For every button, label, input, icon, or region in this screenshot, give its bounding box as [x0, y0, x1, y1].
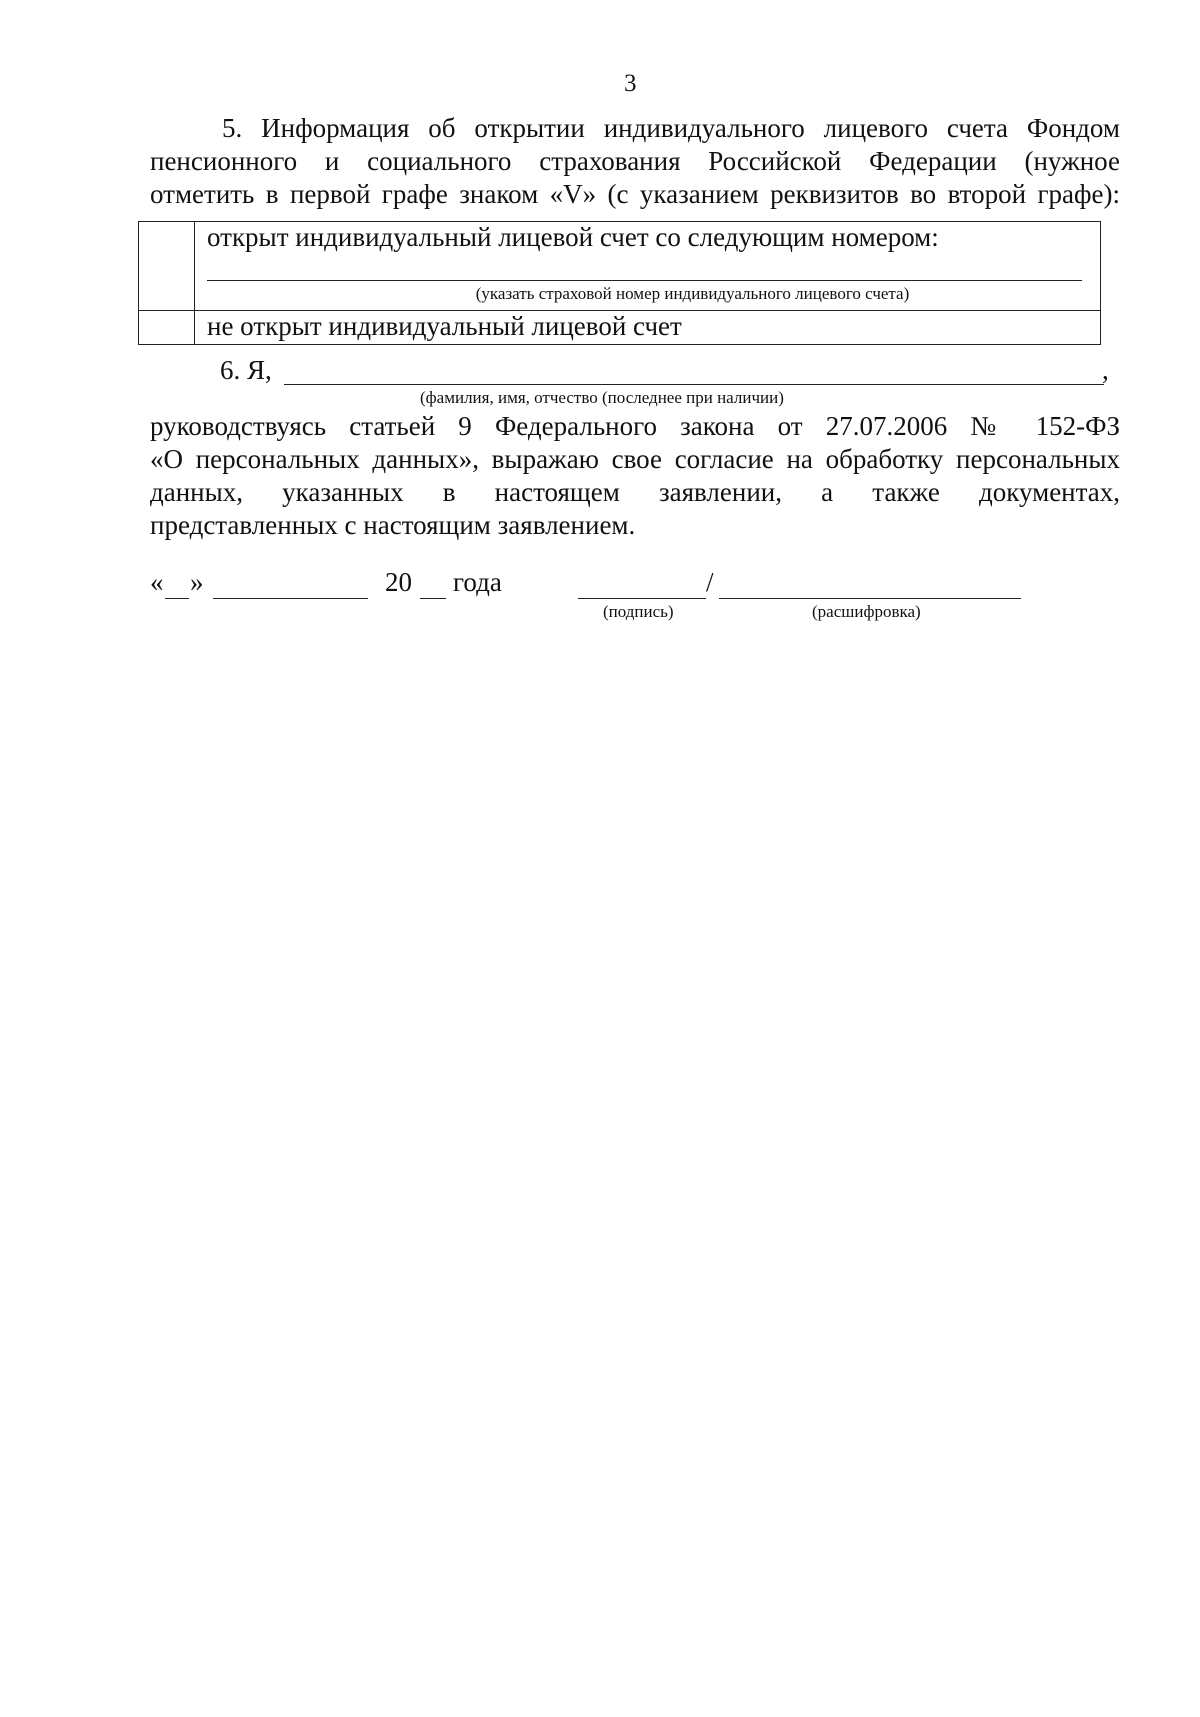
- option-not-opened-cell: [195, 311, 1101, 345]
- option-opened-cell: [195, 222, 1101, 311]
- section-6-consent-text: [150, 410, 1120, 542]
- option-opened-label: открыт индивидуальный лицевой счет со следующим номером:: [207, 222, 939, 252]
- full-name-hint: (фамилия, имя, отчество (последнее при наличии): [420, 388, 784, 407]
- table-row: [139, 311, 1101, 345]
- year-prefix: 20: [385, 567, 412, 597]
- page-number: 3: [624, 70, 637, 97]
- year-field[interactable]: [420, 598, 446, 599]
- section-5-intro: [150, 112, 1120, 211]
- section-5-line-2: пенсионного и социального страхования Российской Федерации (нужное: [150, 146, 1120, 176]
- account-choice-table: [138, 221, 1101, 345]
- full-name-comma: ,: [1102, 355, 1109, 385]
- signature-decode-field[interactable]: [719, 598, 1021, 599]
- section-5-line-3: отметить в первой графе знаком «V» (с указанием реквизитов во второй графе):: [150, 179, 1120, 209]
- section-6-line-1: руководствуясь статьей 9 Федерального закона от 27.07.2006 № 152-ФЗ: [150, 411, 1120, 441]
- table-row: [139, 222, 1101, 311]
- checkmark-cell-opened[interactable]: [139, 222, 195, 311]
- section-6-line-2: «О персональных данных», выражаю свое согласие на обработку персональных: [150, 444, 1120, 474]
- year-word: года: [453, 567, 502, 597]
- signature-slash: /: [706, 567, 714, 597]
- signature-field[interactable]: [578, 598, 706, 599]
- date-quote-open: «: [150, 567, 164, 597]
- checkmark-cell-not-opened[interactable]: [139, 311, 195, 345]
- day-field[interactable]: [165, 598, 189, 599]
- section-5-line-1: 5. Информация об открытии индивидуального лицевого счета Фондом: [222, 113, 1120, 143]
- account-number-field[interactable]: [207, 268, 1082, 281]
- full-name-field[interactable]: [284, 384, 1104, 385]
- signature-hint: (подпись): [603, 602, 674, 621]
- date-quote-close: »: [190, 567, 204, 597]
- section-6-line-3: данных, указанных в настоящем заявлении, а также документах,: [150, 477, 1120, 507]
- option-not-opened-label: не открыт индивидуальный лицевой счет: [207, 311, 682, 341]
- section-6-prefix: 6. Я,: [220, 355, 272, 385]
- account-number-hint: (указать страховой номер индивидуального лицевого счета): [475, 284, 910, 303]
- section-6-line-4: представленных с настоящим заявлением.: [150, 510, 636, 540]
- signature-decode-hint: (расшифровка): [812, 602, 921, 621]
- month-field[interactable]: [213, 598, 368, 599]
